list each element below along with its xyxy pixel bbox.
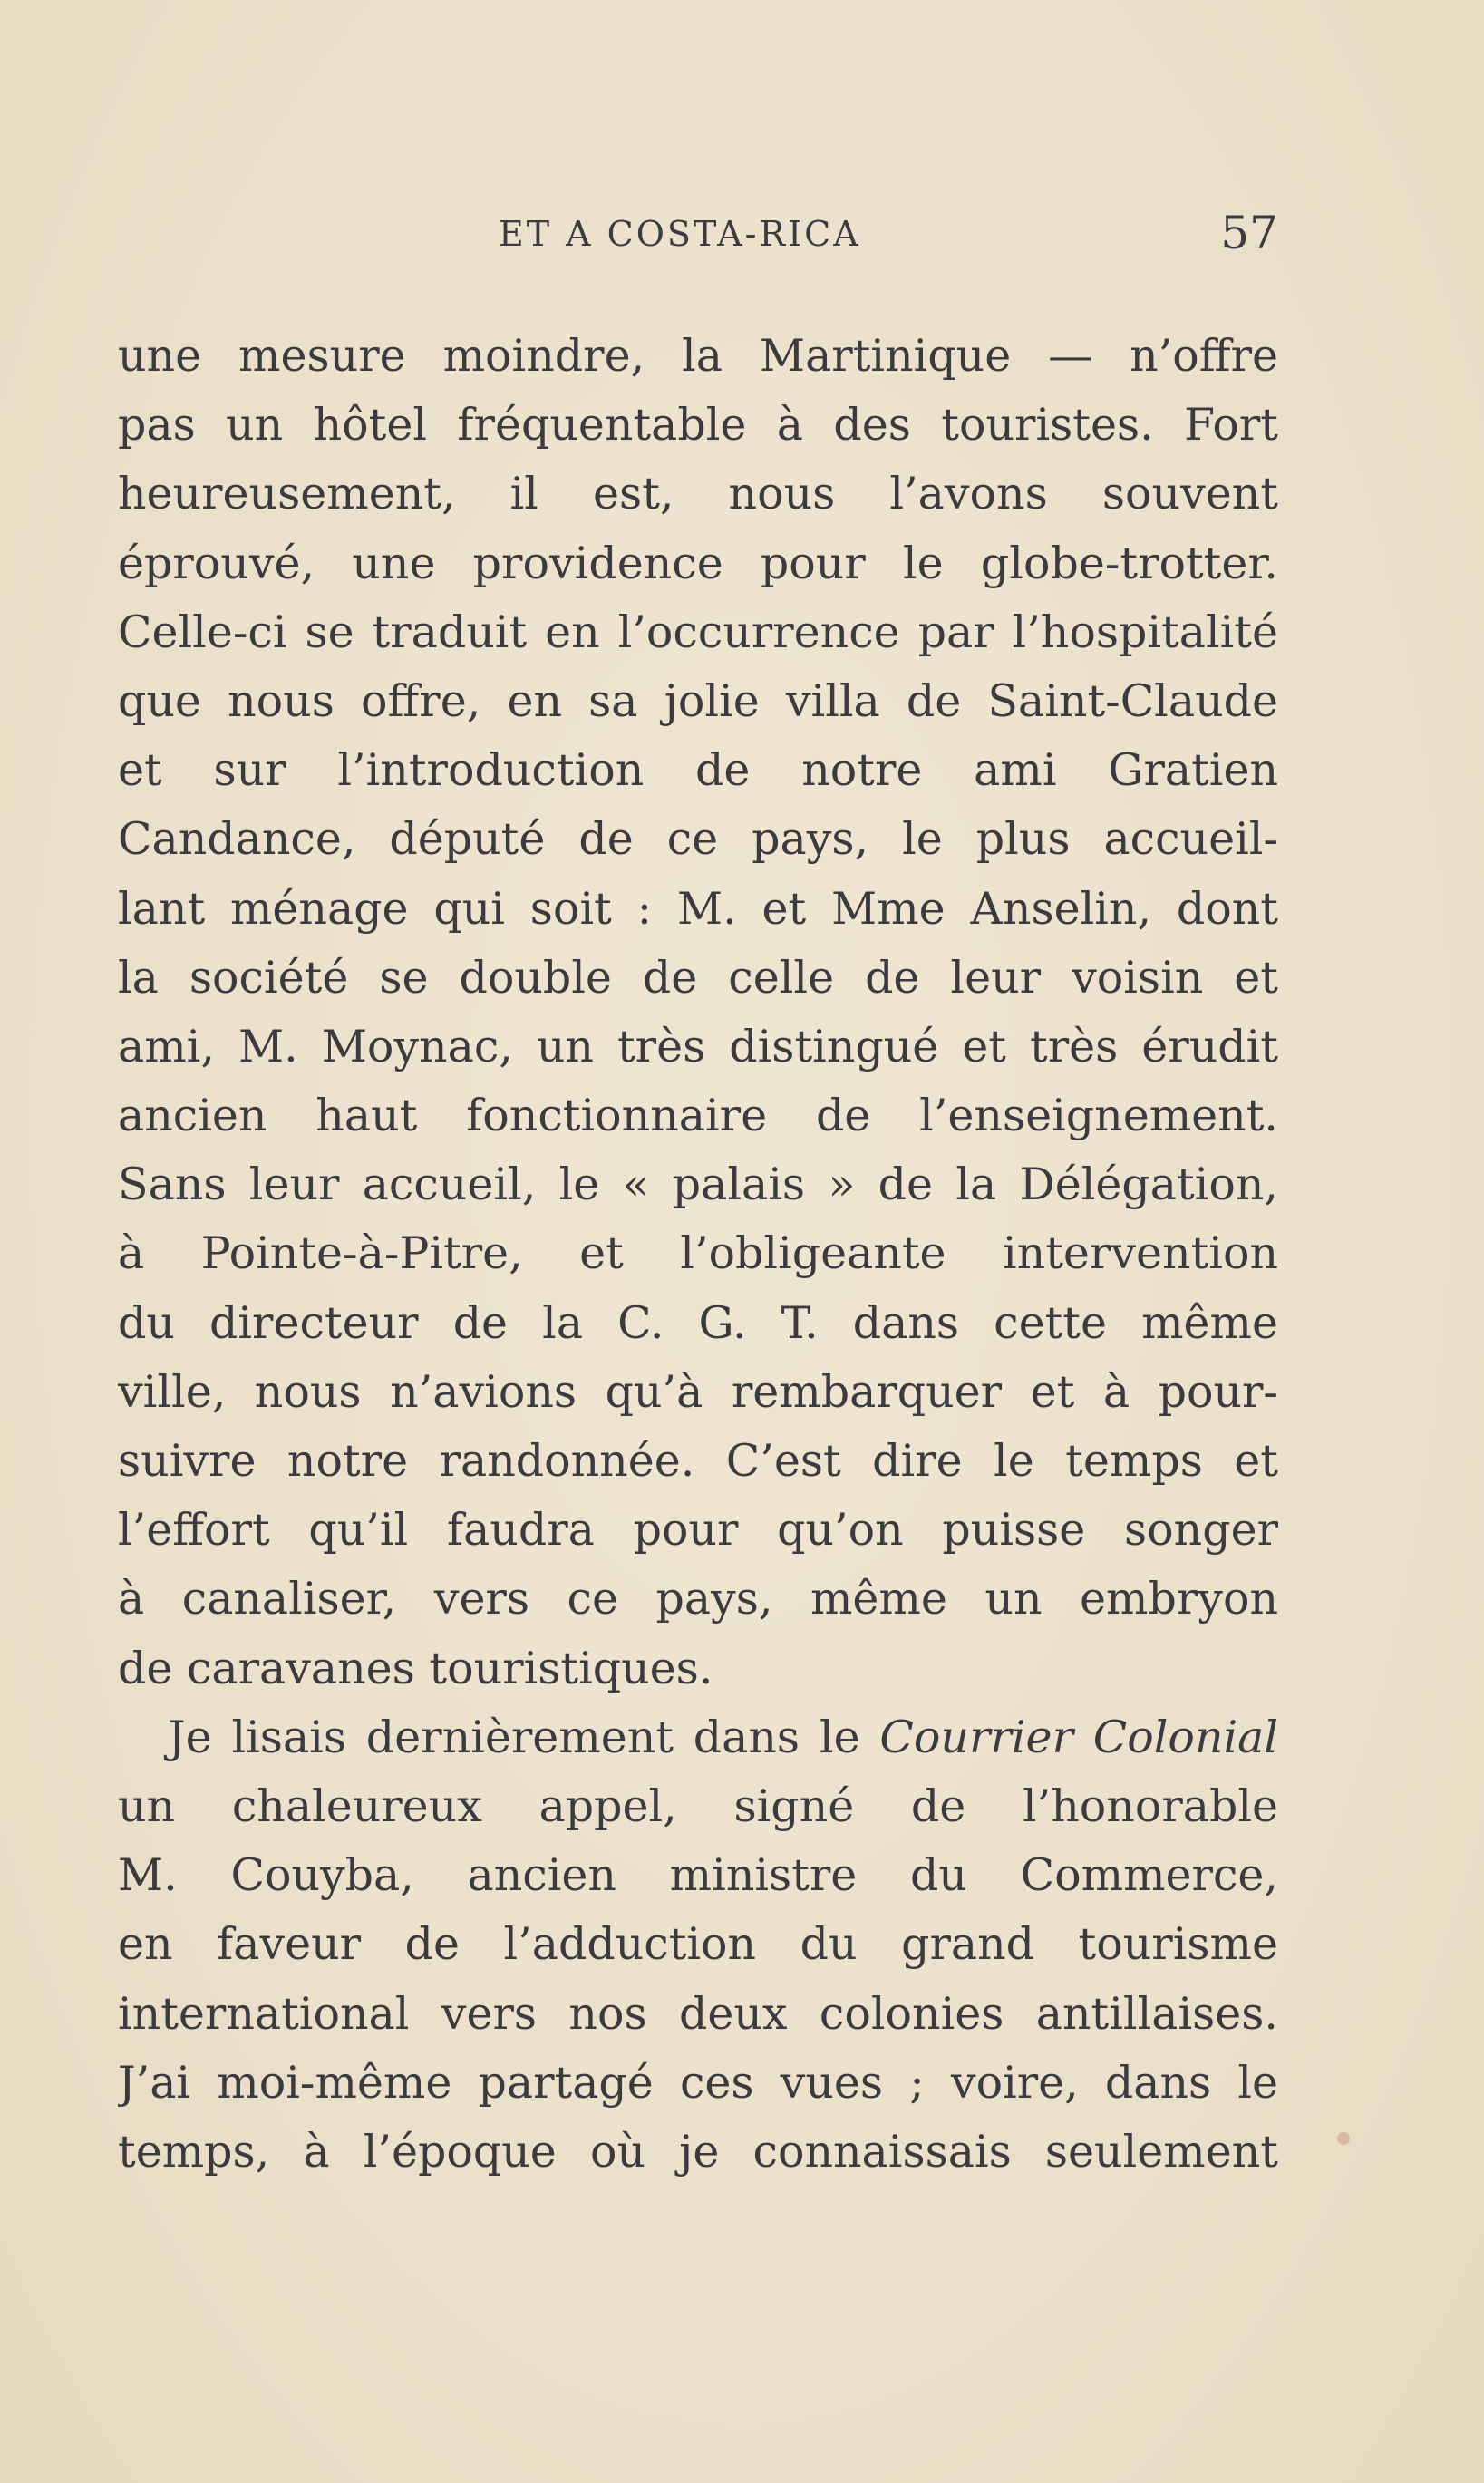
text-line: Celle-ci se traduit en l’occurrence par l’hospitalité	[118, 606, 1278, 658]
text-line: que nous offre, en sa jolie villa de Saint-Claude	[118, 674, 1278, 727]
body-text	[118, 322, 1278, 2187]
text-line: temps, à l’époque où je connaissais seulement	[118, 2125, 1278, 2177]
page-number: 57	[1220, 207, 1278, 259]
text-run: Je lisais dernièrement dans le	[168, 1711, 860, 1763]
text-line: éprouvé, une providence pour le globe-trotter.	[118, 537, 1278, 589]
text-line: en faveur de l’adduction du grand tourisme	[118, 1918, 1278, 1971]
text-line: ami, M. Moynac, un très distingué et très érudit	[118, 1020, 1278, 1072]
text-line: ville, nous n’avions qu’à rembarquer et à pour-	[118, 1365, 1278, 1418]
text-line: à Pointe-à-Pitre, et l’obligeante intervention	[118, 1227, 1278, 1280]
text-line: un chaleureux appel, signé de l’honorable	[118, 1780, 1278, 1832]
text-line: M. Couyba, ancien ministre du Commerce,	[118, 1849, 1278, 1902]
periodical-title: Courrier Colonial	[879, 1711, 1278, 1763]
text-line: ancien haut fonctionnaire de l’enseignement.	[118, 1090, 1278, 1142]
paper-stain	[1337, 2132, 1350, 2145]
text-line: et sur l’introduction de notre ami Gratien	[118, 744, 1278, 797]
text-line: heureusement, il est, nous l’avons souvent	[118, 468, 1278, 520]
text-line: J’ai moi-même partagé ces vues ; voire, dans le	[118, 2056, 1278, 2109]
text-line: international vers nos deux colonies antillaises.	[118, 1987, 1278, 2040]
text-line: pas un hôtel fréquentable à des touristes. Fort	[118, 399, 1278, 451]
page-header	[118, 207, 1278, 270]
running-head: ET A COSTA-RICA	[499, 214, 861, 254]
text-line: Sans leur accueil, le « palais » de la Délégation,	[118, 1159, 1278, 1211]
text-line: Candance, député de ce pays, le plus accueil-	[118, 813, 1278, 866]
text-line: la société se double de celle de leur voisin et	[118, 951, 1278, 1004]
text-line: à canaliser, vers ce pays, même un embryon	[118, 1573, 1278, 1625]
paragraph-end-line: de caravanes touristiques.	[118, 1642, 713, 1694]
text-line: suivre notre randonnée. C’est dire le temps et	[118, 1435, 1278, 1487]
text-line: une mesure moindre, la Martinique — n’offre	[118, 330, 1278, 382]
text-line: l’effort qu’il faudra pour qu’on puisse songer	[118, 1504, 1278, 1557]
text-line: du directeur de la C. G. T. dans cette même	[118, 1296, 1278, 1349]
paragraph-start-line	[118, 1703, 1278, 1772]
text-line: lant ménage qui soit : M. et Mme Anselin, dont	[118, 882, 1278, 935]
